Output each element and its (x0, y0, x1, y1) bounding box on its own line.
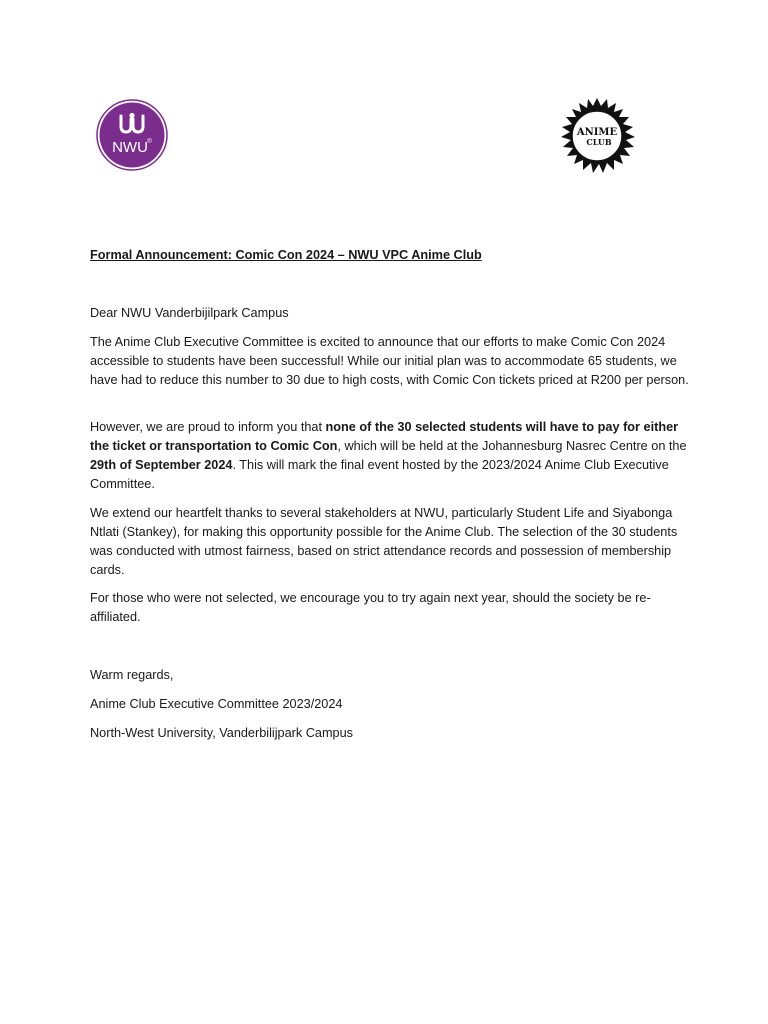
anime-club-logo (555, 94, 639, 178)
paragraph-thanks: We extend our heartfelt thanks to several stakeholders at NWU, particularly Student Life and Siyabonga Ntlati (Stankey), for making this opportunity possible for the Anime Club. The selection of the 30 students was conducted with utmost fairness, based on strict attendance records and possession of membership cards. (90, 506, 678, 577)
paragraph-free-tickets-bold-1: none of the 30 selected students will have to pay for either the ticket or transportation to Comic Con (90, 420, 679, 453)
paragraph-free-tickets-text-1: However, we are proud to inform you that (90, 420, 326, 434)
paragraph-free-tickets (90, 418, 690, 494)
signature-university: North-West University, Vanderbilijpark Campus (90, 726, 353, 740)
anime-club-logo-text-club: CLUB (586, 137, 612, 147)
paragraph-free-tickets-text-2: , which will be held at the Johannesburg Nasrec Centre on the (337, 439, 687, 453)
nwu-registered-mark: ® (147, 139, 152, 145)
letter-closing: Warm regards, (90, 668, 174, 682)
letter-title: Formal Announcement: Comic Con 2024 – NWU VPC Anime Club (90, 248, 482, 262)
letter-greeting: Dear NWU Vanderbijilpark Campus (90, 306, 289, 320)
signature-committee: Anime Club Executive Committee 2023/2024 (90, 697, 343, 711)
paragraph-free-tickets-bold-2: 29th of September 2024 (90, 458, 233, 472)
paragraph-announcement: The Anime Club Executive Committee is excited to announce that our efforts to make Comic Con 2024 accessible to students have been successful! While our initial plan was to accommodate 65 students, we have had to reduce this number to 30 due to high costs, with Comic Con tickets priced at R200 per person. (90, 335, 689, 387)
paragraph-not-selected: For those who were not selected, we encourage you to try again next year, should the society be re-affiliated. (90, 591, 651, 624)
anime-club-logo-text-anime: ANIME (576, 127, 618, 138)
nwu-logo-text: NWU (112, 139, 148, 156)
paragraph-free-tickets-text-3: . This will mark the final event hosted by the 2023/2024 Anime Club Executive Committee. (90, 458, 669, 491)
nwu-logo (96, 99, 168, 171)
